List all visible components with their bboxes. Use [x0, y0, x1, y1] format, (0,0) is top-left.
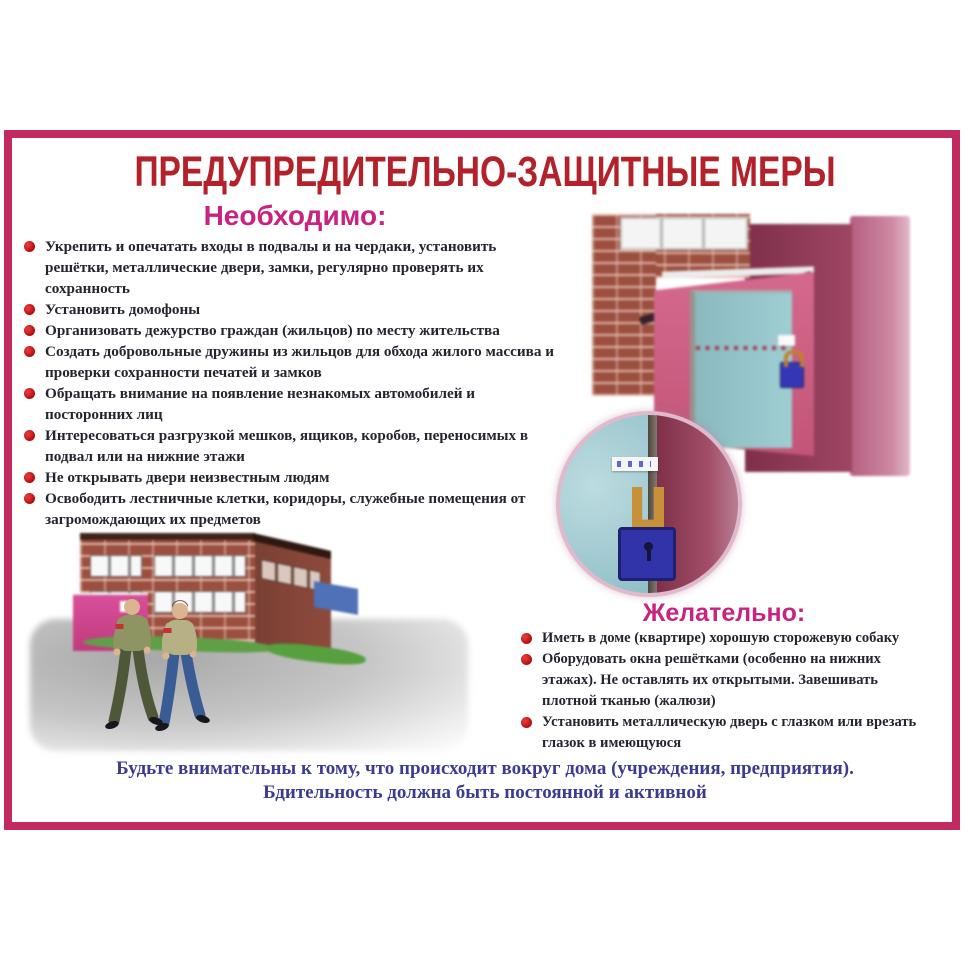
patrol-people — [90, 595, 240, 767]
padlock-closeup-icon — [618, 527, 676, 581]
list-item-text: Установить домофоны — [45, 301, 201, 318]
list-item — [24, 467, 558, 488]
patrol-illustration — [28, 533, 473, 768]
footer-note — [0, 757, 970, 805]
bullet-icon — [24, 346, 35, 357]
list-item — [521, 712, 927, 754]
bullet-icon — [24, 430, 35, 441]
seal-dotted-line — [696, 346, 788, 350]
sealed-door-illustration — [562, 212, 960, 607]
patrol-person-right — [154, 600, 210, 732]
bullet-icon — [24, 388, 35, 399]
windows-row — [154, 555, 246, 577]
pink-wall — [850, 216, 910, 476]
seal-label-closeup — [612, 457, 658, 471]
list-item-text: Освободить лестничные клетки, коридоры, служебные помещения от загромождающих их предметов — [45, 490, 526, 528]
list-item-text: Организовать дежурство граждан (жильцов) по месту жительства — [45, 322, 500, 339]
list-item-text: Интересоваться разгрузкой мешков, ящиков, коробов, переносимых в подвал или на нижние этажи — [45, 427, 529, 465]
list-item — [24, 425, 558, 467]
list-item — [24, 236, 558, 299]
list-item — [521, 628, 927, 649]
windows-row — [90, 555, 142, 577]
list-item-text: Иметь в доме (квартире) хорошую сторожевую собаку — [542, 630, 900, 646]
desirable-list — [521, 628, 927, 754]
list-item-text: Укрепить и опечатать входы в подвалы и на чердаки, установить решётки, металлические двери, замки, регулярно проверять их сохранность — [45, 238, 497, 297]
window — [620, 217, 748, 250]
list-item-text: Обращать внимание на появление незнакомых автомобилей и посторонних лиц — [45, 385, 476, 423]
footer-line1: Будьте внимательны к тому, что происходит вокруг дома (учреждения, предприятия). — [116, 758, 854, 779]
bullet-icon — [24, 241, 35, 252]
list-item — [24, 383, 558, 425]
bullet-icon — [24, 304, 35, 315]
list-item — [521, 649, 927, 712]
desirable-heading: Желательно: — [642, 599, 806, 627]
bullet-icon — [24, 472, 35, 483]
poster-title: ПРЕДУПРЕДИТЕЛЬНО-ЗАЩИТНЫЕ МЕРЫ — [134, 148, 836, 196]
necessary-heading: Необходимо: — [203, 200, 387, 231]
necessary-list — [24, 236, 558, 530]
bullet-icon — [521, 717, 532, 728]
building-roof — [80, 533, 255, 540]
list-item-text: Установить металлическую дверь с глазком или врезать глазок в имеющуюся — [542, 714, 917, 751]
bullet-icon — [24, 325, 35, 336]
bullet-icon — [521, 654, 532, 665]
list-item-text: Создать добровольные дружины из жильцов для обхода жилого массива и проверки сохранности печатей и замков — [45, 343, 554, 381]
padlock-icon — [780, 362, 804, 388]
padlock-closeup-circle — [556, 411, 742, 597]
seal-label — [778, 335, 795, 346]
list-item — [24, 299, 558, 320]
bullet-icon — [521, 633, 532, 644]
list-item — [24, 341, 558, 383]
list-item — [24, 320, 558, 341]
bullet-icon — [24, 493, 35, 504]
list-item — [24, 488, 558, 530]
footer-line2: Бдительность должна быть постоянной и активной — [263, 782, 707, 803]
list-item-text: Оборудовать окна решётками (особенно на нижних этажах). Не оставлять их открытыми. Завешивать плотной тканью (жалюзи) — [542, 651, 881, 709]
patrol-person-left — [104, 599, 163, 730]
list-item-text: Не открывать двери неизвестным людям — [45, 469, 330, 486]
